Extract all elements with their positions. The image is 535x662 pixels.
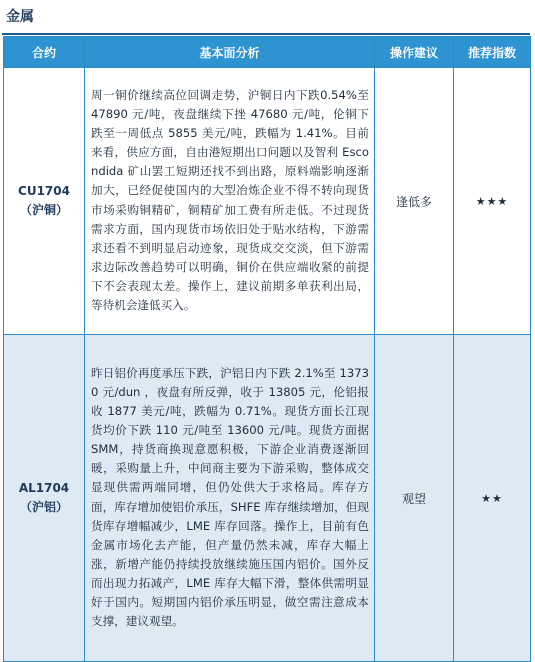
table-row (4, 68, 531, 335)
recommendation-table (3, 36, 531, 662)
contract-cell (4, 68, 85, 335)
contract-cell (4, 335, 85, 662)
section-title: 金属 (6, 9, 34, 25)
header-rating: 推荐指数 (454, 37, 531, 68)
header-advice: 操作建议 (375, 37, 454, 68)
table-header-row (4, 37, 531, 68)
contract-name: （沪铜） (19, 203, 68, 217)
header-contract: 合约 (4, 37, 85, 68)
contract-code: CU1704 (18, 184, 70, 198)
title-divider (2, 33, 530, 35)
rating-stars: ★★ (454, 335, 531, 662)
advice-text: 逢低多 (375, 68, 454, 335)
header-analysis: 基本面分析 (85, 37, 375, 68)
analysis-text: 昨日铝价再度承压下跌，沪铝日内下跌 2.1%至 13730 元/dun ，夜盘有所反弹，收于 13805 元，伦铝报收 1877 美元/吨，跌幅为 0.71%。现货方面长江现货均价下跌 110 元/吨至 13600 元/吨。现货方面据 SMM，持货商换现意愿积极，下游企业消费逐渐回暖，采购量上升，中间商主要为下游采购，整体成交显现供需两端同增，但仍处供大于求格局。库存方面，库存增加使铝价承压，SHFE 库存继续增加，但现货库存增幅减少，LME 库存回落。操作上，目前有色金属市场化去产能，但产量仍然未减，库存大幅上涨，新增产能仍持续投放继续施压国内铝价。国外反而出现力拓减产，LME 库存大幅下滑，整体供需明显好于国内。短期国内铝价承压明显，做空需注意成本支撑，建议观望。 (85, 335, 375, 662)
table-row (4, 335, 531, 662)
advice-text: 观望 (375, 335, 454, 662)
rating-stars: ★★★ (454, 68, 531, 335)
analysis-text: 周一铜价继续高位回调走势，沪铜日内下跌0.54%至 47890 元/吨，夜盘继续下挫 47680 元/吨，伦铜下跌至一周低点 5855 美元/吨，跌幅为 1.41%。目前来看，供应方面，自由港短期出口问题以及智利 Escondida 矿山罢工短期还找不到出路，原料端影响逐渐加大，已经促使国内的大型冶炼企业不得不转向现货市场采购铜精矿，铜精矿加工费有所走低。不过现货需求方面，国内现货市场依旧处于贴水结构，下游需求还看不到明显启动迹象，现货成交交淡，但下游需求边际改善趋势可以明确，铜价在供应端收紧的前提下不会表现太差。操作上，建议前期多单获利出局，等待机会逢低买入。 (85, 68, 375, 335)
contract-code: AL1704 (18, 481, 70, 495)
contract-name: （沪铝） (19, 500, 68, 514)
